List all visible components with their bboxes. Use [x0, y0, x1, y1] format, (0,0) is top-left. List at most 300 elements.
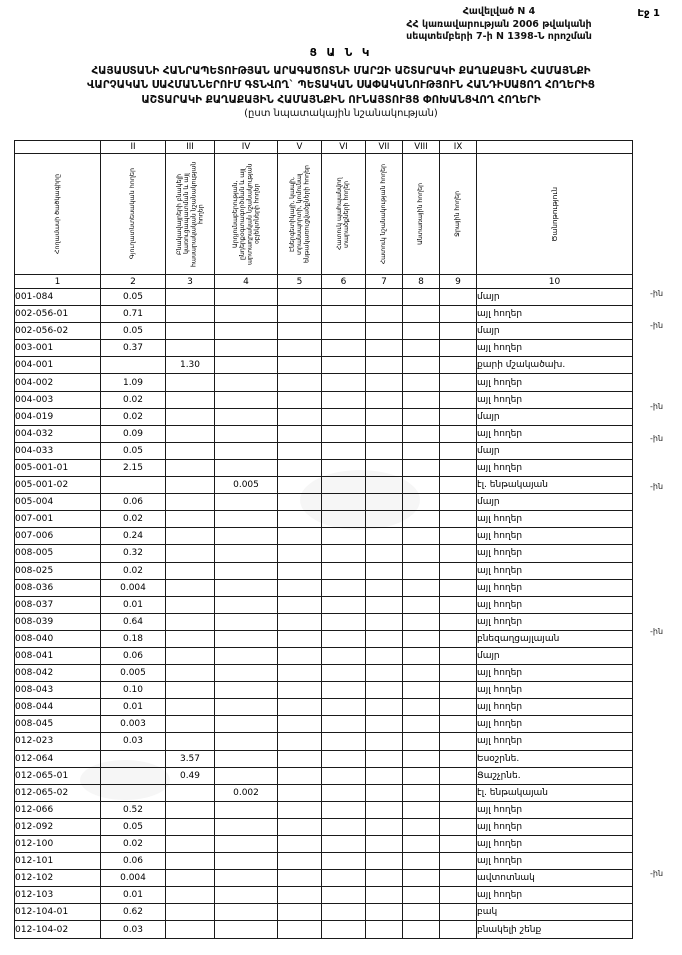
- cell-residential: [166, 647, 215, 664]
- cell-residential: [166, 699, 215, 716]
- cell-forest: [403, 767, 440, 784]
- cell-residential: [166, 836, 215, 853]
- cell-residential: [166, 562, 215, 579]
- cell-water: [440, 374, 477, 391]
- cell-water: [440, 818, 477, 835]
- cell-energy: [278, 545, 322, 562]
- table-row: [15, 853, 633, 870]
- cell-protected: [322, 818, 366, 835]
- cell-residential: 1.30: [166, 357, 215, 374]
- cell-residential: [166, 494, 215, 511]
- cell-water: [440, 323, 477, 340]
- cell-energy: [278, 750, 322, 767]
- margin-mark: -ին: [650, 289, 664, 298]
- cell-industrial: [215, 733, 278, 750]
- header-cell-protected: [322, 154, 366, 275]
- cell-industrial: [215, 494, 278, 511]
- cell-special: [366, 391, 403, 408]
- cell-protected: [322, 784, 366, 801]
- cell-energy: [278, 511, 322, 528]
- cell-protected: [322, 289, 366, 306]
- header-label-protected: Հատուկ պահպանվող տարածքների հողեր: [336, 177, 351, 251]
- cell-industrial: [215, 545, 278, 562]
- cell-forest: [403, 716, 440, 733]
- header-cell-special: [366, 154, 403, 275]
- cell-protected: [322, 904, 366, 921]
- cell-code: 001-084: [15, 289, 101, 306]
- group-cell-2: II: [101, 141, 166, 154]
- cell-special: [366, 784, 403, 801]
- group-cell-5: V: [278, 141, 322, 154]
- cell-protected: [322, 665, 366, 682]
- cell-industrial: 0.005: [215, 477, 278, 494]
- cell-energy: [278, 853, 322, 870]
- cell-code: 012-064: [15, 750, 101, 767]
- cell-note: բակ: [477, 904, 633, 921]
- land-table: [14, 140, 633, 939]
- table-row: [15, 528, 633, 545]
- cell-special: [366, 647, 403, 664]
- cell-industrial: [215, 818, 278, 835]
- cell-industrial: [215, 767, 278, 784]
- header-label-industrial: Արդյունաբերության, ընդերքօգտագործման և այլ արտադրական նշանակության օբյեկտների հողեր: [231, 163, 261, 265]
- cell-protected: [322, 425, 366, 442]
- cell-protected: [322, 767, 366, 784]
- cell-water: [440, 733, 477, 750]
- header-cell-residential: [166, 154, 215, 275]
- colnum-8: 8: [403, 275, 440, 289]
- cell-agricultural: 0.06: [101, 853, 166, 870]
- cell-code: 003-001: [15, 340, 101, 357]
- cell-residential: [166, 528, 215, 545]
- cell-residential: [166, 921, 215, 938]
- table-row: [15, 579, 633, 596]
- cell-note: քարի մշակածախ.: [477, 357, 633, 374]
- cell-special: [366, 494, 403, 511]
- cell-residential: [166, 289, 215, 306]
- cell-energy: [278, 357, 322, 374]
- cell-forest: [403, 836, 440, 853]
- document-label: Ց Ա Ն Կ: [309, 47, 373, 59]
- table-row: [15, 340, 633, 357]
- cell-code: 002-056-02: [15, 323, 101, 340]
- cell-residential: 3.57: [166, 750, 215, 767]
- cell-water: [440, 665, 477, 682]
- cell-agricultural: 0.004: [101, 579, 166, 596]
- cell-agricultural: [101, 767, 166, 784]
- cell-agricultural: 0.03: [101, 733, 166, 750]
- cell-industrial: [215, 887, 278, 904]
- cell-code: 008-044: [15, 699, 101, 716]
- cell-note: մայր: [477, 289, 633, 306]
- cell-industrial: [215, 408, 278, 425]
- cell-code: 012-102: [15, 870, 101, 887]
- cell-forest: [403, 477, 440, 494]
- cell-energy: [278, 459, 322, 476]
- cell-industrial: [215, 613, 278, 630]
- margin-mark: -ին: [650, 627, 664, 637]
- table-row: [15, 870, 633, 887]
- cell-code: 005-001-01: [15, 459, 101, 476]
- cell-industrial: [215, 562, 278, 579]
- cell-forest: [403, 870, 440, 887]
- cell-industrial: 0.002: [215, 784, 278, 801]
- cell-agricultural: 0.06: [101, 647, 166, 664]
- cell-water: [440, 682, 477, 699]
- table-row: [15, 887, 633, 904]
- title-line-1: ՀԱՅԱՍՏԱՆԻ ՀԱՆՐԱՊԵՏՈՒԹՅԱՆ ԱՐԱԳԱԾՈՏՆԻ ՄԱՐԶԻ ԱՇՏԱՐԱԿԻ ՔԱՂԱՔԱՅԻՆ ՀԱՄԱՅՆՔԻ: [91, 65, 591, 77]
- cell-industrial: [215, 528, 278, 545]
- cell-special: [366, 904, 403, 921]
- cell-water: [440, 870, 477, 887]
- cell-water: [440, 836, 477, 853]
- cell-water: [440, 784, 477, 801]
- cell-special: [366, 733, 403, 750]
- cell-protected: [322, 323, 366, 340]
- cell-residential: [166, 579, 215, 596]
- cell-special: [366, 289, 403, 306]
- cell-energy: [278, 887, 322, 904]
- cell-note: այլ հողեր: [477, 699, 633, 716]
- cell-protected: [322, 613, 366, 630]
- cell-code: 008-040: [15, 630, 101, 647]
- cell-industrial: [215, 579, 278, 596]
- cell-residential: [166, 340, 215, 357]
- cell-industrial: [215, 357, 278, 374]
- cell-protected: [322, 306, 366, 323]
- cell-note: այլ հողեր: [477, 801, 633, 818]
- cell-protected: [322, 699, 366, 716]
- table-row: [15, 750, 633, 767]
- cell-residential: [166, 306, 215, 323]
- cell-note: մայր: [477, 442, 633, 459]
- cell-note: ավտոտնակ: [477, 870, 633, 887]
- cell-special: [366, 442, 403, 459]
- cell-agricultural: 0.06: [101, 494, 166, 511]
- cell-protected: [322, 733, 366, 750]
- cell-protected: [322, 374, 366, 391]
- margin-mark: -ին: [650, 868, 664, 878]
- header-cell-agricultural: [101, 154, 166, 275]
- cell-protected: [322, 357, 366, 374]
- cell-agricultural: 1.09: [101, 374, 166, 391]
- cell-industrial: [215, 921, 278, 938]
- cell-special: [366, 921, 403, 938]
- cell-forest: [403, 613, 440, 630]
- cell-energy: [278, 921, 322, 938]
- table-row: [15, 408, 633, 425]
- cell-energy: [278, 596, 322, 613]
- cell-protected: [322, 836, 366, 853]
- cell-special: [366, 596, 403, 613]
- annex-header: [334, 6, 664, 44]
- cell-special: [366, 562, 403, 579]
- cell-water: [440, 801, 477, 818]
- cell-residential: [166, 477, 215, 494]
- table-row: [15, 545, 633, 562]
- cell-special: [366, 306, 403, 323]
- cell-special: [366, 836, 403, 853]
- cell-agricultural: 0.01: [101, 596, 166, 613]
- cell-water: [440, 408, 477, 425]
- cell-water: [440, 340, 477, 357]
- cell-note: բնեզաղցայլայան: [477, 630, 633, 647]
- cell-agricultural: 0.02: [101, 562, 166, 579]
- cell-protected: [322, 391, 366, 408]
- cell-special: [366, 630, 403, 647]
- cell-energy: [278, 477, 322, 494]
- cell-special: [366, 682, 403, 699]
- cell-note: այլ հողեր: [477, 374, 633, 391]
- title-line-2: ՎԱՐՉԱԿԱՆ ՍԱՀՄԱՆՆԵՐՈՒՄ ԳՏՆՎՈՂ` ՊԵՏԱԿԱՆ ՍԱՓԱԿԱՆՈՒԹՅՈՒՆ ՀԱՆԴԻՍԱՑՈՂ ՀՈՂԵՐԻՑ: [87, 79, 595, 92]
- cell-residential: [166, 870, 215, 887]
- margin-mark: -ին: [650, 401, 664, 411]
- cell-code: 007-006: [15, 528, 101, 545]
- cell-energy: [278, 716, 322, 733]
- cell-protected: [322, 494, 366, 511]
- header-label-residential: Բնակավայրերի բնակելի կառուցապատման և այլ հասարակական նշանակության հողեր: [175, 161, 205, 267]
- cell-code: 004-003: [15, 391, 101, 408]
- cell-special: [366, 408, 403, 425]
- table-row: [15, 716, 633, 733]
- cell-forest: [403, 818, 440, 835]
- cell-industrial: [215, 630, 278, 647]
- table-row: [15, 613, 633, 630]
- cell-special: [366, 374, 403, 391]
- table-header-row: [15, 154, 633, 275]
- cell-protected: [322, 545, 366, 562]
- cell-code: 004-033: [15, 442, 101, 459]
- annex-line-2: ՀՀ կառավարության 2006 թվականի: [406, 18, 592, 30]
- cell-note: այլ հողեր: [477, 596, 633, 613]
- cell-residential: [166, 733, 215, 750]
- cell-forest: [403, 733, 440, 750]
- cell-note: մայր: [477, 323, 633, 340]
- title-subtitle: (ըստ նպատակային նշանակության): [244, 108, 438, 120]
- group-cell-4: IV: [215, 141, 278, 154]
- cell-agricultural: [101, 477, 166, 494]
- cell-special: [366, 870, 403, 887]
- cell-agricultural: 0.02: [101, 836, 166, 853]
- cell-agricultural: 0.24: [101, 528, 166, 545]
- cell-code: 008-039: [15, 613, 101, 630]
- cell-water: [440, 528, 477, 545]
- cell-note: էլ. ենթակայան: [477, 477, 633, 494]
- table-row: [15, 596, 633, 613]
- cell-protected: [322, 682, 366, 699]
- table-row: [15, 836, 633, 853]
- cell-special: [366, 459, 403, 476]
- cell-protected: [322, 750, 366, 767]
- cell-industrial: [215, 340, 278, 357]
- cell-agricultural: 0.05: [101, 442, 166, 459]
- colnum-7: 7: [366, 275, 403, 289]
- cell-water: [440, 511, 477, 528]
- table-row: [15, 391, 633, 408]
- cell-industrial: [215, 750, 278, 767]
- group-cell-6: VI: [322, 141, 366, 154]
- cell-note: այլ հողեր: [477, 665, 633, 682]
- cell-forest: [403, 579, 440, 596]
- cell-code: 005-001-02: [15, 477, 101, 494]
- cell-energy: [278, 836, 322, 853]
- cell-industrial: [215, 647, 278, 664]
- annex-line-3: սեպտեմբերի 7-ի N 1398-Ն որոշման: [406, 31, 592, 42]
- cell-forest: [403, 562, 440, 579]
- cell-special: [366, 716, 403, 733]
- cell-agricultural: 0.004: [101, 870, 166, 887]
- table-colnum-row: [15, 275, 633, 289]
- cell-energy: [278, 374, 322, 391]
- cell-industrial: [215, 425, 278, 442]
- table-row: [15, 289, 633, 306]
- cell-energy: [278, 665, 322, 682]
- cell-note: մայր: [477, 494, 633, 511]
- cell-residential: [166, 596, 215, 613]
- annex-line-1: Հավելված N 4: [462, 6, 536, 17]
- margin-mark: -ին: [650, 321, 664, 331]
- cell-forest: [403, 784, 440, 801]
- cell-industrial: [215, 665, 278, 682]
- margin-mark: -ին: [650, 433, 664, 443]
- cell-water: [440, 579, 477, 596]
- cell-note: Ցաշչրնե.: [477, 767, 633, 784]
- cell-forest: [403, 391, 440, 408]
- cell-forest: [403, 494, 440, 511]
- cell-protected: [322, 579, 366, 596]
- cell-industrial: [215, 459, 278, 476]
- cell-agricultural: 0.18: [101, 630, 166, 647]
- cell-forest: [403, 665, 440, 682]
- cell-note: այլ հողեր: [477, 459, 633, 476]
- cell-water: [440, 647, 477, 664]
- cell-protected: [322, 801, 366, 818]
- cell-special: [366, 340, 403, 357]
- cell-energy: [278, 494, 322, 511]
- cell-code: 007-001: [15, 511, 101, 528]
- cell-protected: [322, 477, 366, 494]
- cell-water: [440, 750, 477, 767]
- cell-agricultural: 0.05: [101, 323, 166, 340]
- cell-water: [440, 716, 477, 733]
- cell-residential: [166, 511, 215, 528]
- cell-code: 005-004: [15, 494, 101, 511]
- cell-energy: [278, 425, 322, 442]
- cell-code: 004-002: [15, 374, 101, 391]
- cell-note: այլ հողեր: [477, 613, 633, 630]
- cell-note: այլ հողեր: [477, 391, 633, 408]
- header-label-note: Ծանոթություն: [550, 186, 559, 242]
- group-cell-10: [477, 141, 633, 154]
- table-row: [15, 699, 633, 716]
- cell-note: այլ հողեր: [477, 306, 633, 323]
- cell-industrial: [215, 289, 278, 306]
- cell-protected: [322, 853, 366, 870]
- cell-water: [440, 391, 477, 408]
- cell-special: [366, 818, 403, 835]
- table-row: [15, 357, 633, 374]
- cell-protected: [322, 562, 366, 579]
- cell-forest: [403, 425, 440, 442]
- cell-water: [440, 562, 477, 579]
- cell-energy: [278, 391, 322, 408]
- cell-code: 012-104-01: [15, 904, 101, 921]
- cell-code: 004-019: [15, 408, 101, 425]
- cell-energy: [278, 323, 322, 340]
- cell-protected: [322, 887, 366, 904]
- cell-agricultural: [101, 357, 166, 374]
- cell-water: [440, 442, 477, 459]
- table-group-row: [15, 141, 633, 154]
- header-label-agricultural: Գյուղատնտեսական հողեր: [128, 168, 137, 260]
- cell-energy: [278, 767, 322, 784]
- cell-agricultural: 0.05: [101, 289, 166, 306]
- cell-forest: [403, 511, 440, 528]
- table-row: [15, 682, 633, 699]
- cell-forest: [403, 682, 440, 699]
- cell-note: այլ հողեր: [477, 682, 633, 699]
- header-label-water: Ջրային հողեր: [454, 191, 462, 237]
- page-marker: Էջ 1: [637, 8, 660, 19]
- cell-code: 004-032: [15, 425, 101, 442]
- cell-note: այլ հողեր: [477, 511, 633, 528]
- cell-note: այլ հողեր: [477, 836, 633, 853]
- cell-residential: [166, 374, 215, 391]
- group-cell-3: III: [166, 141, 215, 154]
- cell-industrial: [215, 836, 278, 853]
- cell-forest: [403, 630, 440, 647]
- cell-agricultural: 0.09: [101, 425, 166, 442]
- cell-industrial: [215, 716, 278, 733]
- cell-note: բնակելի շենք: [477, 921, 633, 938]
- cell-residential: [166, 853, 215, 870]
- cell-agricultural: 0.62: [101, 904, 166, 921]
- cell-water: [440, 289, 477, 306]
- cell-residential: [166, 716, 215, 733]
- cell-protected: [322, 716, 366, 733]
- header-cell-energy: [278, 154, 322, 275]
- cell-industrial: [215, 870, 278, 887]
- table-row: [15, 425, 633, 442]
- cell-forest: [403, 289, 440, 306]
- cell-code: 012-103: [15, 887, 101, 904]
- cell-protected: [322, 459, 366, 476]
- cell-code: 012-100: [15, 836, 101, 853]
- cell-residential: [166, 665, 215, 682]
- cell-note: այլ հողեր: [477, 562, 633, 579]
- header-cell-industrial: [215, 154, 278, 275]
- cell-residential: [166, 801, 215, 818]
- cell-protected: [322, 511, 366, 528]
- cell-protected: [322, 630, 366, 647]
- cell-energy: [278, 682, 322, 699]
- cell-energy: [278, 528, 322, 545]
- cell-note: մայր: [477, 408, 633, 425]
- cell-forest: [403, 357, 440, 374]
- cell-protected: [322, 528, 366, 545]
- cell-energy: [278, 870, 322, 887]
- cell-industrial: [215, 904, 278, 921]
- cell-code: 008-043: [15, 682, 101, 699]
- table-row: [15, 733, 633, 750]
- cell-special: [366, 545, 403, 562]
- cell-water: [440, 921, 477, 938]
- cell-code: 002-056-01: [15, 306, 101, 323]
- cell-energy: [278, 630, 322, 647]
- cell-energy: [278, 289, 322, 306]
- table-row: [15, 374, 633, 391]
- colnum-10: 10: [477, 275, 633, 289]
